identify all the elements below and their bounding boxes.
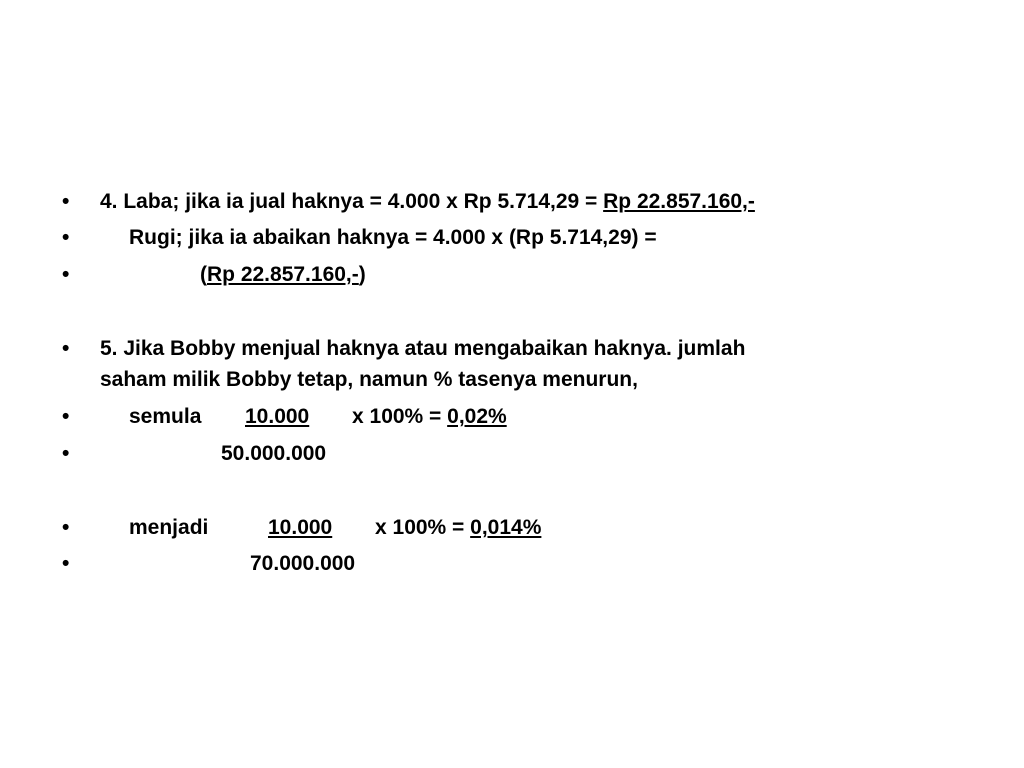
semula-formula (352, 405, 507, 429)
bullet-icon: • (62, 337, 70, 360)
bullet-icon: • (62, 552, 70, 575)
bullet-icon: • (62, 442, 70, 465)
semula-label: semula (129, 405, 202, 428)
menjadi-denominator: 70.000.000 (250, 552, 356, 575)
point-5-line-1: 5. Jika Bobby menjual haknya atau mengabaikan haknya. jumlah (100, 337, 746, 360)
menjadi-result: 0,014% (470, 516, 542, 539)
menjadi-formula (375, 516, 541, 540)
semula-denominator: 50.000.000 (221, 442, 327, 465)
laba-formula: 4. Laba; jika ia jual haknya = 4.000 x Rp 5.714,29 = (100, 190, 604, 213)
semula-result: 0,02% (447, 405, 507, 428)
laba-result: Rp 22.857.160,- (603, 190, 755, 213)
menjadi-label: menjadi (129, 516, 209, 539)
laba-text (100, 190, 755, 214)
bullet-icon: • (62, 516, 70, 539)
menjadi-mult: x 100% = (375, 516, 471, 539)
rugi-amount: Rp 22.857.160,- (207, 263, 359, 286)
rugi-text: Rugi; jika ia abaikan haknya = 4.000 x (Rp 5.714,29) = (129, 226, 657, 249)
semula-numerator: 10.000 (245, 405, 310, 428)
rugi-result (200, 263, 366, 287)
semula-mult: x 100% = (352, 405, 448, 428)
point-5-line-2: saham milik Bobby tetap, namun % tasenya menurun, (100, 368, 638, 391)
paren-open: ( (200, 263, 207, 286)
bullet-icon: • (62, 190, 70, 213)
menjadi-numerator: 10.000 (268, 516, 333, 539)
bullet-icon: • (62, 405, 70, 428)
bullet-icon: • (62, 226, 70, 249)
paren-close: ) (358, 263, 366, 286)
bullet-icon: • (62, 263, 70, 286)
